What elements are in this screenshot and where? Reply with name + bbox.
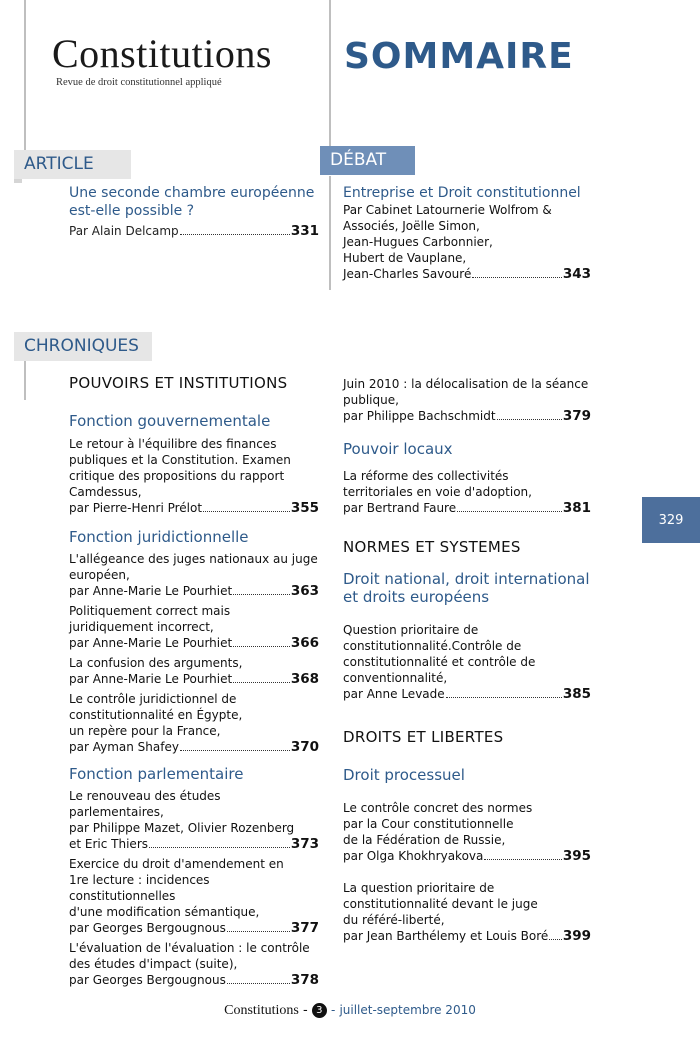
leader-dots: [233, 594, 290, 595]
entry-line: par Philippe Mazet, Olivier Rozenberg: [69, 821, 295, 835]
toc-entry[interactable]: [69, 940, 319, 988]
toc-entry[interactable]: [69, 856, 319, 936]
toc-line: [69, 972, 319, 988]
entry-author: par Anne Levade: [343, 687, 445, 701]
footer: [0, 1003, 700, 1019]
page-number: 399: [562, 928, 591, 944]
footer-separator: -: [302, 1003, 308, 1018]
toc-line: [343, 686, 591, 702]
subsection-heading: Fonction juridictionnelle: [69, 528, 249, 546]
leader-dots: [233, 682, 290, 683]
page-number-tab: [642, 497, 700, 543]
toc-line: [69, 671, 319, 687]
entry-author: par Anne-Marie Le Pourhiet: [69, 584, 233, 598]
leader-dots: [149, 847, 290, 848]
section-tab-debat: [320, 146, 415, 175]
entry-line: des études d'impact (suite),: [69, 957, 238, 971]
page-title: SOMMAIRE: [344, 36, 574, 77]
debat-author-line: Jean-Hugues Carbonnier,: [343, 235, 493, 249]
entry-line: territoriales en voie d'adoption,: [343, 485, 532, 499]
toc-line: [69, 739, 319, 755]
toc-line: [343, 928, 591, 944]
article-toc-line[interactable]: [69, 223, 319, 239]
entry-line: de la Fédération de Russie,: [343, 833, 506, 847]
leader-dots: [446, 697, 562, 698]
page-number: 368: [290, 671, 319, 687]
leader-dots: [484, 859, 561, 860]
section-tab-chroniques: [14, 332, 152, 361]
entry-author: par Bertrand Faure: [343, 501, 457, 515]
leader-dots: [233, 646, 290, 647]
subsection-heading: Pouvoir locaux: [343, 440, 453, 458]
category-heading: DROITS ET LIBERTES: [343, 728, 504, 746]
debat-toc-line[interactable]: [343, 266, 591, 282]
entry-line: européen,: [69, 568, 130, 582]
section-tab-label: ARTICLE: [24, 154, 94, 174]
toc-line: [69, 635, 319, 651]
page-number: 373: [290, 836, 319, 852]
entry-line: un repère pour la France,: [69, 724, 221, 738]
debat-title: Entreprise et Droit constitutionnel: [343, 185, 581, 201]
toc-entry[interactable]: [343, 880, 591, 944]
entry-author: par Olga Khokhryakova: [343, 849, 484, 863]
debat-block: [343, 184, 591, 282]
entry-line: constitutionnalité devant le juge: [343, 897, 538, 911]
entry-author: par Ayman Shafey: [69, 740, 179, 754]
entry-author: et Eric Thiers: [69, 837, 149, 851]
chroniques-divider: [24, 360, 26, 400]
entry-line: Le renouveau des études: [69, 789, 221, 803]
entry-line: La réforme des collectivités: [343, 469, 509, 483]
subsection-heading: Fonction gouvernementale: [69, 412, 271, 430]
entry-line: par la Cour constitutionnelle: [343, 817, 514, 831]
toc-entry[interactable]: [69, 603, 319, 651]
entry-line: La confusion des arguments,: [69, 656, 243, 670]
entry-line: critique des propositions du rapport: [69, 469, 285, 483]
entry-line: Politiquement correct mais: [69, 604, 231, 618]
debat-divider: [329, 176, 331, 290]
leader-dots: [227, 931, 290, 932]
entry-author: par Georges Bergougnous: [69, 973, 226, 987]
entry-author: par Jean Barthélemy et Louis Boré: [343, 929, 549, 943]
page-number: 381: [562, 500, 591, 516]
subsection-heading: Fonction parlementaire: [69, 765, 244, 783]
article-author: Par Alain Delcamp: [69, 224, 179, 238]
entry-line: Le contrôle juridictionnel de: [69, 692, 237, 706]
entry-line: parlementaires,: [69, 805, 164, 819]
entry-author: par Georges Bergougnous: [69, 921, 226, 935]
page-number: 370: [290, 739, 319, 755]
leader-dots: [180, 234, 290, 235]
entry-author: par Pierre-Henri Prélot: [69, 501, 203, 515]
page-number: 377: [290, 920, 319, 936]
debat-author-line: Associés, Joëlle Simon,: [343, 219, 480, 233]
leader-dots: [472, 277, 561, 278]
page-number: 379: [562, 408, 591, 424]
subsection-heading: Droit processuel: [343, 766, 465, 784]
section-tab-label: DÉBAT: [330, 150, 387, 170]
entry-line: publiques et la Constitution. Examen: [69, 453, 291, 467]
page-number: 363: [290, 583, 319, 599]
footer-journal: Constitutions: [224, 1003, 299, 1018]
entry-line: 1re lecture : incidences constitutionnelles: [69, 873, 210, 903]
page-number: 385: [562, 686, 591, 702]
entry-line: Exercice du droit d'amendement en: [69, 857, 284, 871]
entry-line: d'une modification sémantique,: [69, 905, 260, 919]
toc-line: [69, 836, 319, 852]
footer-separator: -: [330, 1003, 336, 1017]
leader-dots: [227, 983, 290, 984]
entry-author: par Philippe Bachschmidt: [343, 409, 496, 423]
article-title-line: est-elle possible ?: [69, 203, 195, 219]
page-number: 355: [290, 500, 319, 516]
toc-entry[interactable]: [343, 800, 591, 864]
article-block: [69, 184, 319, 239]
section-tab-shadow: [14, 179, 22, 183]
toc-line: [343, 500, 591, 516]
subsection-heading: et droits européens: [343, 588, 490, 606]
entry-line: Juin 2010 : la délocalisation de la séance: [343, 377, 589, 391]
entry-line: publique,: [343, 393, 399, 407]
leader-dots: [203, 511, 290, 512]
toc-line: [343, 408, 591, 424]
debat-author-line: Hubert de Vauplane,: [343, 251, 467, 265]
toc-entry[interactable]: [343, 622, 591, 702]
entry-author: par Anne-Marie Le Pourhiet: [69, 672, 233, 686]
toc-entry[interactable]: [343, 376, 591, 424]
header-left-divider: [24, 0, 26, 150]
page-number: 395: [562, 848, 591, 864]
page-number: 331: [290, 223, 319, 239]
issue-number-badge: 3: [312, 1003, 327, 1018]
debat-last-author: Jean-Charles Savouré: [343, 267, 472, 281]
entry-line: Question prioritaire de: [343, 623, 479, 637]
toc-line: [69, 500, 319, 516]
toc-entry[interactable]: [69, 691, 319, 755]
toc-line: [69, 583, 319, 599]
toc-entry[interactable]: [343, 468, 591, 516]
entry-author: par Anne-Marie Le Pourhiet: [69, 636, 233, 650]
page-number-label: 329: [658, 512, 684, 528]
chroniques-right-column: [343, 376, 591, 944]
entry-line: du référé-liberté,: [343, 913, 445, 927]
leader-dots: [457, 511, 562, 512]
entry-line: Camdessus,: [69, 485, 142, 499]
entry-line: L'allégeance des juges nationaux au juge: [69, 552, 318, 566]
journal-logo: Constitutions: [52, 31, 272, 76]
header-center-divider: [329, 0, 331, 150]
toc-line: [69, 920, 319, 936]
entry-line: L'évaluation de l'évaluation : le contrôle: [69, 941, 310, 955]
journal-tagline: Revue de droit constitutionnel appliqué: [56, 77, 222, 88]
entry-line: Le retour à l'équilibre des finances: [69, 437, 277, 451]
footer-date: juillet-septembre 2010: [339, 1003, 476, 1017]
page-number: 366: [290, 635, 319, 651]
toc-entry[interactable]: [69, 436, 319, 516]
leader-dots: [497, 419, 562, 420]
subsection-heading: Droit national, droit international: [343, 570, 590, 588]
chroniques-left-column: [69, 374, 319, 988]
leader-dots: [180, 750, 290, 751]
entry-line: La question prioritaire de: [343, 881, 495, 895]
toc-entry[interactable]: [69, 788, 319, 852]
article-title-line: Une seconde chambre européenne: [69, 185, 315, 201]
entry-line: constitutionnalité.Contrôle de: [343, 639, 522, 653]
category-heading: NORMES ET SYSTEMES: [343, 538, 521, 556]
page-number: 378: [290, 972, 319, 988]
leader-dots: [549, 939, 562, 940]
toc-entry[interactable]: [69, 655, 319, 687]
entry-line: constitutionnalité et contrôle de: [343, 655, 536, 669]
toc-line: [343, 848, 591, 864]
entry-line: conventionnalité,: [343, 671, 448, 685]
toc-entry[interactable]: [69, 551, 319, 599]
entry-line: Le contrôle concret des normes: [343, 801, 533, 815]
category-heading: POUVOIRS ET INSTITUTIONS: [69, 374, 288, 392]
entry-line: juridiquement incorrect,: [69, 620, 214, 634]
page-number: 343: [562, 266, 591, 282]
entry-line: constitutionnalité en Égypte,: [69, 708, 243, 722]
debat-author-line: Par Cabinet Latournerie Wolfrom &: [343, 203, 552, 217]
section-tab-label: CHRONIQUES: [24, 336, 139, 356]
section-tab-article: [14, 150, 131, 179]
